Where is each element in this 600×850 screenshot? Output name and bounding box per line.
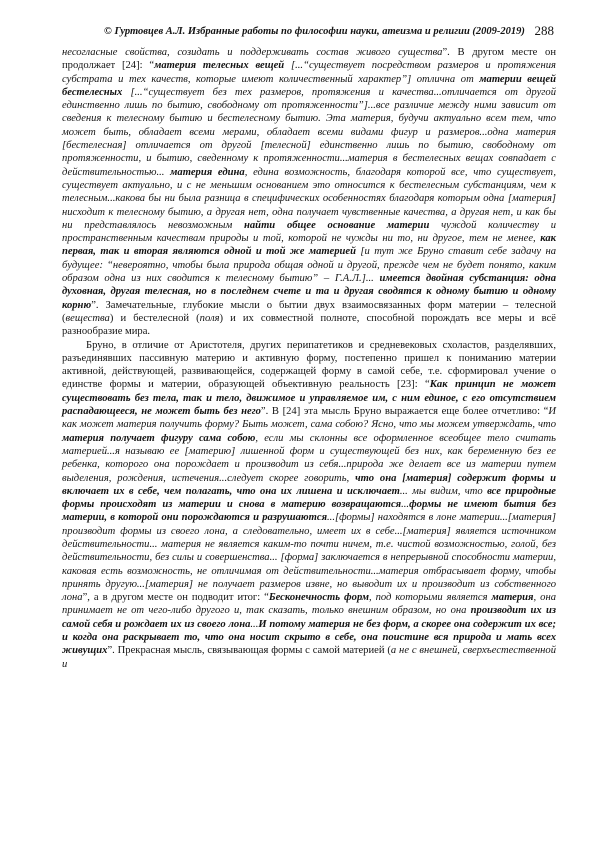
emphasis-text: как первая, так и вторая являются одной и той же материей xyxy=(62,233,556,258)
text-span: ”. В [24] эта мысль Бруно выражается еще более отчетливо: “ xyxy=(260,406,549,418)
italic-span: [...“существует без тех размеров, протяжения и качества...отличается от другой единственно лишь по бытию, свободному от протяженности”]...все различие между ними зависит от сведения к телесному бытию и бестелесному бытию. Эта материя, будучи актуально всем тем, что может быть, обладает всеми мерами, обладает всеми видами фигур и размеров...одна материя [бестелесная] отличается от другой [телесной] единственно лишь по бытию, свободному от протяженности, и бытию, сведенному к протяженности...материя в бестелесных вещах совпадает с действительностью... xyxy=(62,86,556,178)
text-span: ) и бестелесной ( xyxy=(109,312,200,324)
emphasis-text: материя xyxy=(491,592,534,604)
paragraph xyxy=(62,339,556,671)
emphasis-text: все природные формы происходят из материи и снова в материю возвращаются xyxy=(62,485,556,511)
italic-span: поля xyxy=(199,312,220,324)
emphasis-text: Как принцип не может существовать без тела, так и тело, движимое и управляемое им, с ним единое, с его отсутствием распадающееся, не может быть без него xyxy=(62,379,557,418)
italic-span: ... мы видим, что xyxy=(399,485,488,497)
emphasis-text: формы не имеют бытия без материи, в которой они порождаются и разрушаются xyxy=(62,499,557,524)
italic-span: ... xyxy=(250,618,259,630)
emphasis-text: Бесконечность форм xyxy=(268,592,369,604)
italic-span: , едина возможность, благодаря которой все, что существует, существует актуально, и с не меньшим основанием это относится к бестелесным субстанциям, чем к телесным...какова бы ни была разница в специфических особенностях благодаря которым одна [материя] нисходит к телесному бытию, а другая нет, одна получает чувственные качества, а другая нет, и как бы ни представлялось невозможным xyxy=(62,166,556,231)
bold-italic-span xyxy=(269,592,369,603)
bold-italic-span xyxy=(170,167,245,178)
italic-span: , под которыми является xyxy=(368,592,492,604)
text-span: ”, а в другом месте он подводит итог: “ xyxy=(82,592,269,604)
bold-italic-span xyxy=(62,433,255,444)
running-header-title: © Гуртовцев А.Л. Избранные работы по философии науки, атеизма и религии (2009-2019) xyxy=(104,26,525,37)
emphasis-text: имеется двойная субстанция: одна духовная, другая телесная, но в последнем счете и та и другая сводятся к одному бытию и одному корню xyxy=(62,273,557,311)
italic-span: И как может материя получить форму? Быть может, сама собою? Ясно, что мы можем утверждать, что xyxy=(62,406,556,431)
italic-span: , она принимает не от чего-либо другого и, так сказать, только внешним образом, но она xyxy=(62,592,556,617)
page-header xyxy=(104,22,554,42)
page-number: 288 xyxy=(534,23,554,38)
italic-span: вещества xyxy=(65,312,110,324)
italic-span: несогласные свойства, созидать и поддерживать состав живого существа xyxy=(62,47,443,58)
bold-italic-span xyxy=(244,220,429,231)
italic-span: [и тут же Бруно ставит себе задачу на будущее: “невероятно, чтобы была природа общая одной и другой, прежде чем не будет понято, каким образом одна из них сводится к телесному бытию” – Г.А.Л.]... xyxy=(62,246,557,285)
emphasis-text: что она [материя] содержит формы и включает их в себе, чем полагать, что она их лишена и исключает xyxy=(62,472,556,497)
italic-span: а не с внешней, сверхъестественной и xyxy=(62,645,556,670)
emphasis-text: материи вещей бестелесных xyxy=(62,73,556,98)
text-span: Бруно, в отличие от Аристотеля, других перипатетиков и средневековых схоластов, разделявших, разъединявших пассивную материю и активную форму, постепенно пришел к пониманию материи активной, действующей, развивающейся, содержащей форму в самой себе, т.е. сформировал учение о единстве формы и материи, образующей объективную реальность [23]: “ xyxy=(62,339,556,391)
text-span: ”. Замечательные, глубокие мысли о бытии двух взаимосвязанных форм материи – телесной ( xyxy=(62,299,556,324)
emphasis-text: производит их из самой себя и рождает их из своего лона xyxy=(62,605,556,630)
italic-span: ...[формы] находятся в лоне материи...[материя] производит формы из своего лона, а следовательно, имеет их в себе...[материя] является источником действительности... материя не является каким-то почти ничем, т.е. чистой возможностью, голой, без действительности, без силы и совершенства... [форма] заключается в непрерывной способности материи, каковая есть возможность, не отличимая от действительности...материя отбрасывает форму, чтобы принять другую...[материя] не получает размеров извне, но выводит их и производит из собственного лона xyxy=(62,512,556,604)
bold-italic-span xyxy=(492,592,534,603)
emphasis-text: материя телесных вещей xyxy=(154,60,285,72)
italic-span: [...“существует посредством размеров и протяжения субстрата и тех качеств, которые имеют количественный характер”] отлична от xyxy=(62,60,556,85)
italic-span: , если мы склонны все оформленное всеобщее тело считать материей...я называю ее [материю] лишенной форм и существующей без них, как беременную без ее ребенка, которого она порождает и производит из себя...природа же делает все из материи путем выделения, рождения, истечения...следует скорее говорить, xyxy=(62,432,556,484)
emphasis-text: материя едина xyxy=(170,166,245,178)
text-span: ”. Прекрасная мысль, связывающая формы с самой материей ( xyxy=(107,645,391,657)
text-span: ”. В другом месте он продолжает [24]: “ xyxy=(62,47,556,72)
paragraph xyxy=(62,46,556,339)
emphasis-text: материя получает фигуру сама собою xyxy=(62,432,256,444)
italic-span: ... xyxy=(401,499,410,511)
bold-italic-span xyxy=(154,60,284,71)
text-span: ) и их совместной полноте, способной порождать все меры и всё разнообразие мира. xyxy=(62,312,557,338)
emphasis-text: И потому материя не без форм, а скорее она содержит их все; и когда она раскрывает то, что она носит скрыто в себе, она поистине вся природа и мать всех живущих xyxy=(62,618,557,657)
italic-span: чуждой количеству и пространственным качествам природы и той, которой не чужды ни то, ни другое, тем не менее, xyxy=(62,219,556,245)
body-text xyxy=(62,46,556,671)
emphasis-text: найти общее основание материи xyxy=(244,219,430,231)
